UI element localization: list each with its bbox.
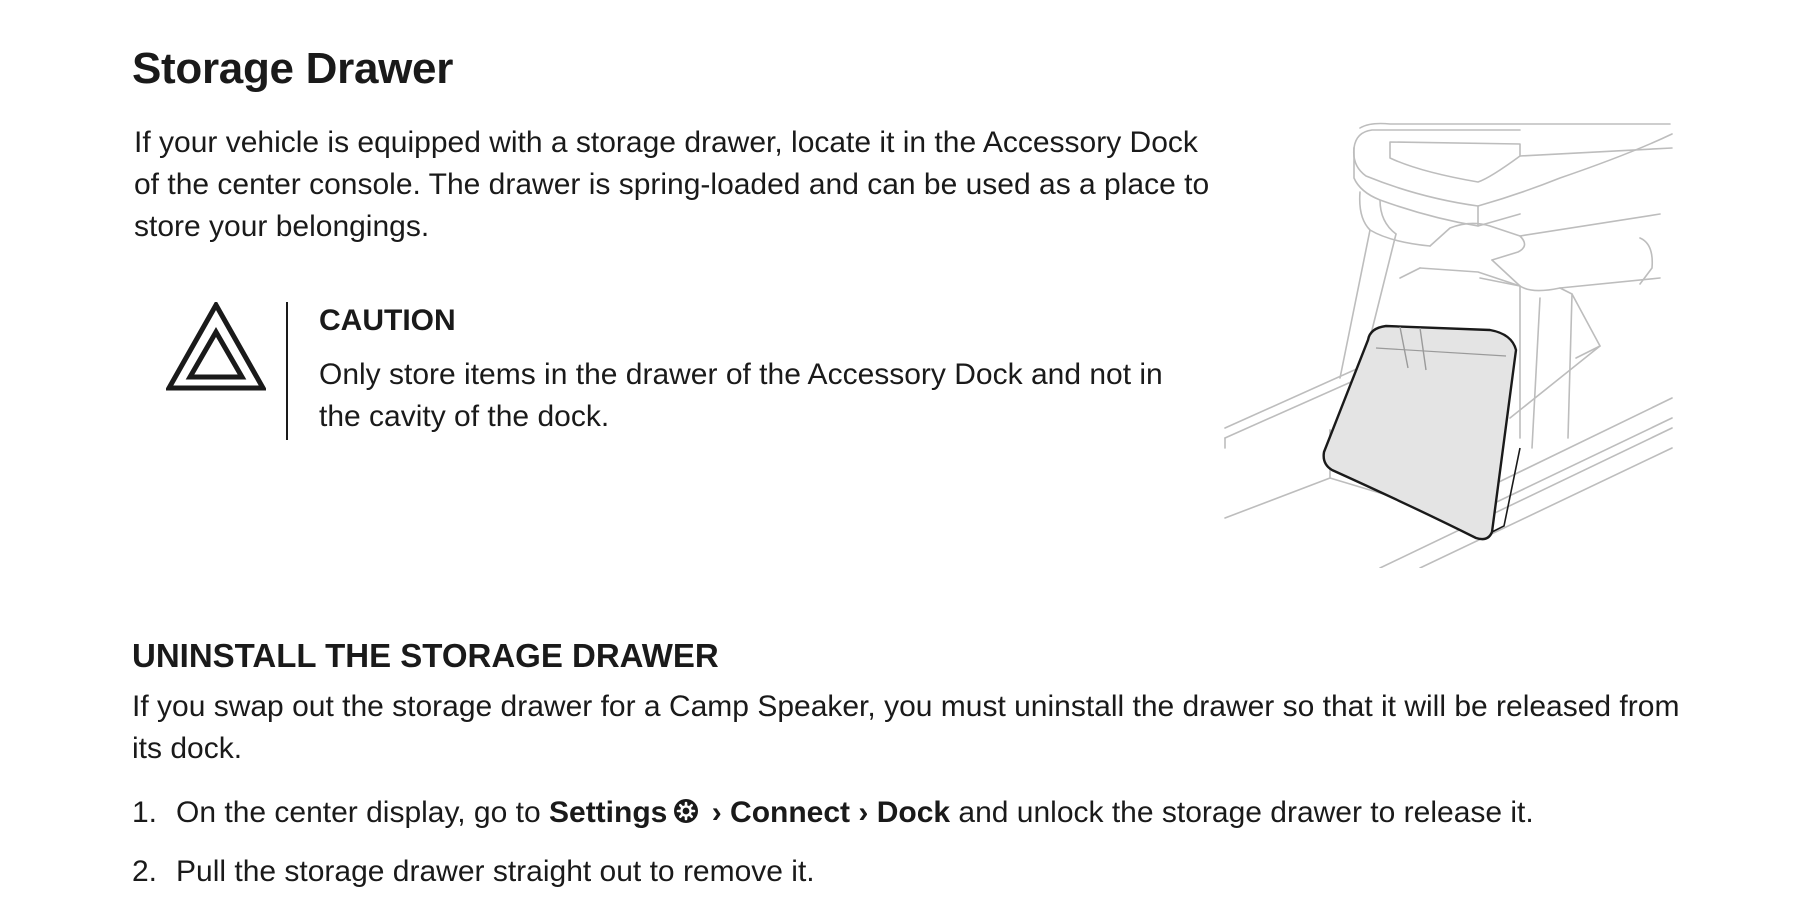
drawer-front [1324, 326, 1516, 539]
console-storage-drawer-illustration [1220, 118, 1682, 568]
step-number: 2. [132, 855, 158, 888]
caution-divider [286, 302, 288, 440]
page-title: Storage Drawer [132, 44, 454, 93]
section-paragraph: If you swap out the storage drawer for a Camp Speaker, you must uninstall the drawer so that it will be released from its dock. [132, 690, 1680, 765]
caution-heading: CAUTION [319, 304, 456, 337]
step-text: Pull the storage drawer straight out to remove it. [176, 855, 815, 888]
step-text: and unlock the storage drawer to release it. [950, 796, 1534, 829]
menu-path-settings: Settings [549, 796, 668, 829]
steps-list [132, 792, 1692, 910]
section-title: UNINSTALL THE STORAGE DRAWER [132, 637, 719, 674]
menu-path-connect: Connect [730, 796, 851, 829]
caution-callout [160, 302, 1210, 442]
menu-path-dock: Dock [876, 796, 951, 829]
gear-icon [673, 798, 699, 824]
intro-paragraph: If your vehicle is equipped with a storage drawer, locate it in the Accessory Dock of the center console. The drawer is spring-loaded and can be used as a place to store your belongings. [134, 126, 1210, 243]
menu-path-separator: › [850, 796, 877, 829]
step-2 [132, 851, 1692, 893]
warning-triangle-icon [166, 302, 266, 392]
menu-path-separator: › [703, 796, 731, 829]
step-number: 1. [132, 796, 158, 829]
caution-text: Only store items in the drawer of the Accessory Dock and not in the cavity of the dock. [319, 358, 1163, 433]
step-1 [132, 792, 1692, 834]
step-text: On the center display, go to [176, 796, 549, 829]
